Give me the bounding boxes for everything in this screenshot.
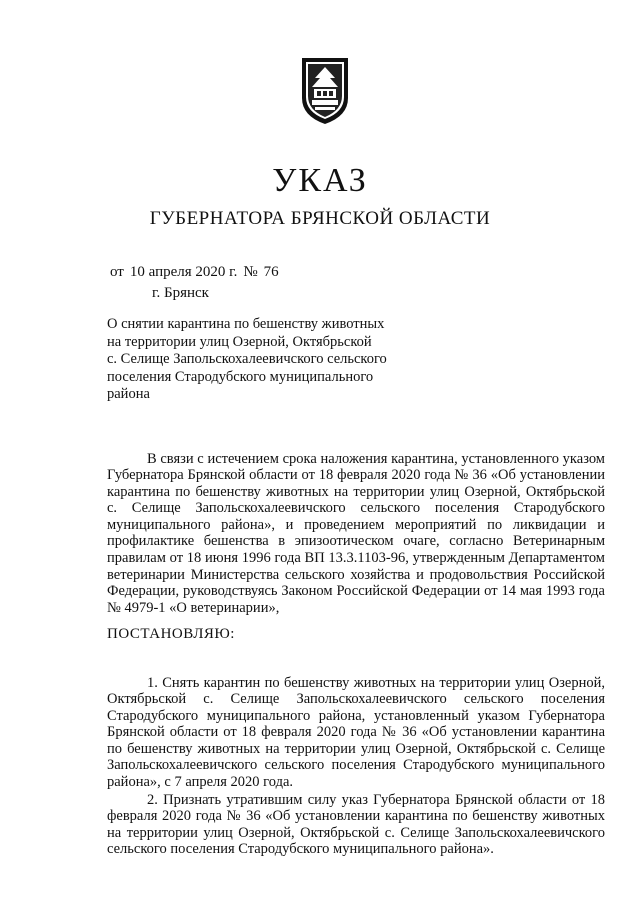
subject-line: района [107, 386, 150, 402]
document-subtitle: ГУБЕРНАТОРА БРЯНСКОЙ ОБЛАСТИ [149, 208, 491, 229]
subject-line: О снятии карантина по бешенству животных [107, 316, 385, 332]
decree-item-2: 2. Признать утратившим силу указ Губернатора Брянской области от 18 февраля 2020 года № 36 «Об установлении карантина по бешенству животных на территории улиц Озерной, Октябрьской с. Селище Запольскохалеевичского сельского поселения Стародубского муниципального района». [107, 791, 605, 858]
document-date-line [110, 264, 285, 281]
document-date: 10 апреля 2020 г. [129, 264, 238, 280]
decree-word: ПОСТАНОВЛЯЮ: [107, 626, 235, 642]
subject-line: на территории улиц Озерной, Октябрьской [107, 333, 372, 350]
document-subject [107, 316, 387, 404]
decree-item-1: 1. Снять карантин по бешенству животных на территории улиц Озерной, Октябрьской с. Селище Запольскохалеевичского сельского поселения Стародубского муниципального района, установленный указом Губернатора Брянской области от 18 февраля 2020 года № 36 «Об установлении карантина по бешенству животных на территории улиц Озерной, Октябрьской с. Селище Запольскохалеевичского сельского поселения Стародубского муниципального района», с 7 апреля 2020 года. [107, 674, 605, 791]
subject-line: поселения Стародубского муниципального [107, 368, 374, 385]
subject-line: с. Селище Запольскохалеевичского сельского [107, 351, 387, 367]
number-sign: № [243, 264, 258, 280]
date-prefix: от [110, 264, 124, 280]
document-number: 76 [263, 264, 279, 280]
coat-of-arms-icon [300, 56, 350, 126]
document-city: г. Брянск [152, 285, 209, 301]
document-title: УКАЗ [272, 162, 368, 199]
preamble-paragraph: В связи с истечением срока наложения карантина, установленного указом Губернатора Брянской области от 18 февраля 2020 года № 36 «Об установлении карантина по бешенству животных на территории улиц Озерной, Октябрьской с. Селище Запольскохалеевичского сельского поселения Стародубского муниципального района», и проведением мероприятий по ликвидации и профилактике бешенства в эпизоотическом очаге, согласно Ветеринарным правилам от 18 июня 1996 года ВП 13.3.1103-96, утвержденным Департаментом ветеринарии Министерства сельского хозяйства и продовольствия Российской Федерации, руководствуясь Законом Российской Федерации от 14 мая 1993 года № 4979-1 «О ветеринарии», [107, 450, 605, 616]
